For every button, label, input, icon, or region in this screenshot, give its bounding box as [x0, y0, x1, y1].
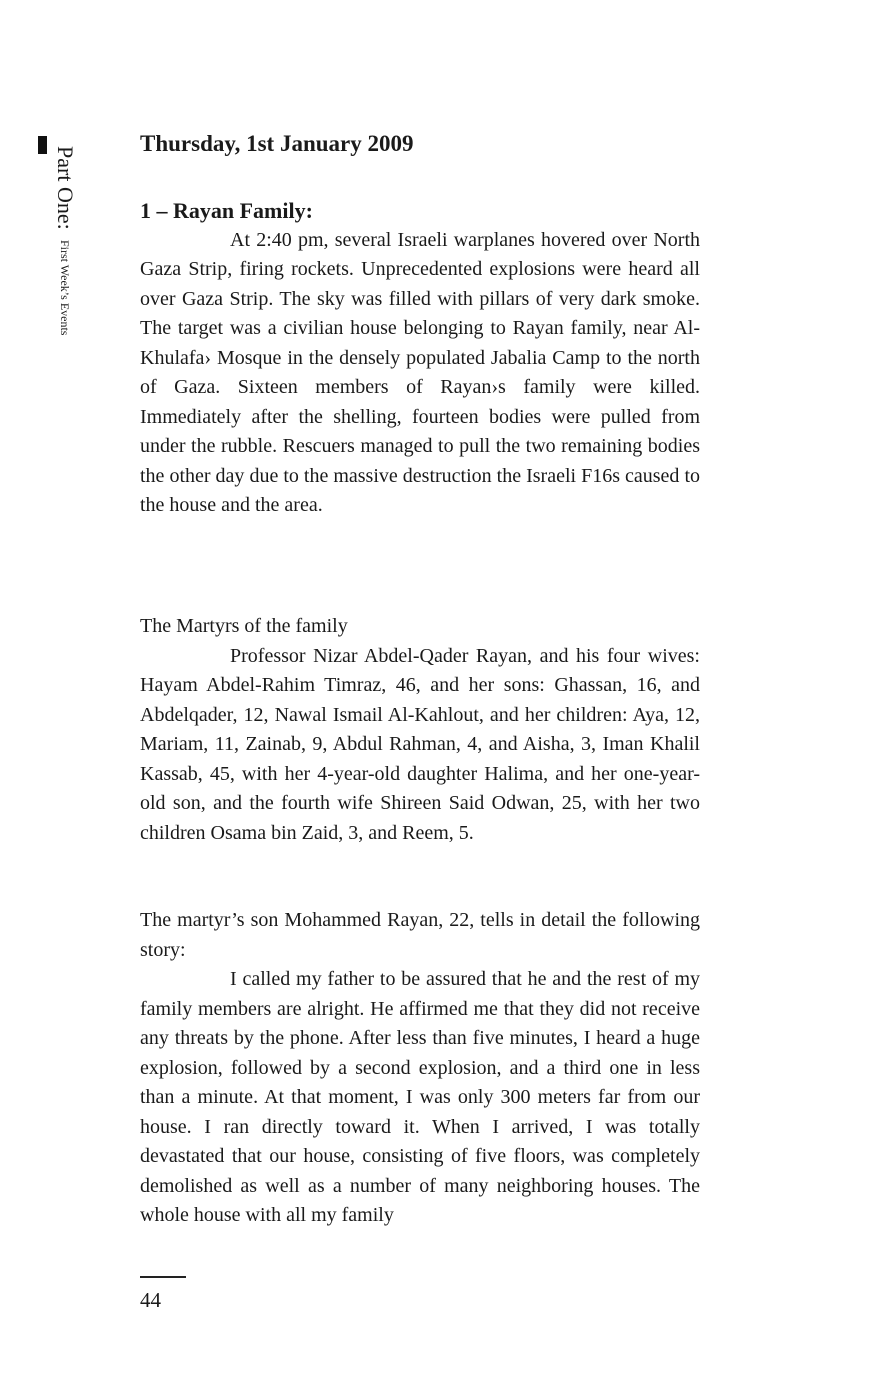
- section-martyrs: [140, 612, 700, 848]
- page-number: 44: [140, 1288, 161, 1312]
- running-header: [52, 146, 78, 335]
- section-title: 1 – Rayan Family:: [140, 198, 313, 223]
- page-title: Thursday, 1st January 2009: [140, 131, 414, 156]
- body-paragraph: At 2:40 pm, several Israeli warplanes hovered over North Gaza Strip, firing rockets. Unprecedented explosions were heard all over Gaza Strip. The sky was filled with pillars of very dark smoke. The target was a civilian house belonging to Rayan family, near Al-Khulafa› Mosque in the densely populated Jabalia Camp to the north of Gaza. Sixteen members of Rayan›s family were killed. Immediately after the shelling, fourteen bodies were pulled from under the rubble. Rescuers managed to pull the two remaining bodies the other day due to the massive destruction the Israeli F16s caused to the house and the area.: [140, 228, 700, 516]
- martyrs-title: The Martyrs of the family: [140, 615, 348, 637]
- martyrs-paragraph: Professor Nizar Abdel-Qader Rayan, and his four wives: Hayam Abdel-Rahim Timraz, 46, and her sons: Ghassan, 16, and Abdelqader, 12, Nawal Ismail Al-Kahlout, and her children: Aya, 12, Mariam, 11, Zainab, 9, Abdul Rahman, 4, and Aisha, 3, Iman Khalil Kassab, 45, with her 4-year-old daughter Halima, and her one-year-old son, and the fourth wife Shireen Said Odwan, 25, with her two children Osama bin Zaid, 3, and Reem, 5.: [140, 644, 700, 844]
- testimony-intro: The martyr’s son Mohammed Rayan, 22, tells in detail the following story:: [140, 909, 700, 961]
- part-subtitle: First Week’s Events: [58, 239, 72, 336]
- section-rayan-family: [140, 196, 700, 521]
- part-label: Part One:: [53, 146, 78, 230]
- section-testimony: [140, 906, 700, 1231]
- section-marker: [38, 136, 47, 154]
- footer-divider: [140, 1276, 186, 1278]
- testimony-paragraph: I called my father to be assured that he and the rest of my family members are alright. He affirmed me that they did not receive any threats by the phone. After less than five minutes, I heard a huge explosion, followed by a second explosion, and a third one in less than a minute. At that moment, I was only 300 meters far from our house. I ran directly toward it. When I arrived, I was totally devastated that our house, consisting of five floors, was completely demolished as well as a number of many neighboring houses. The whole house with all my family: [140, 968, 700, 1226]
